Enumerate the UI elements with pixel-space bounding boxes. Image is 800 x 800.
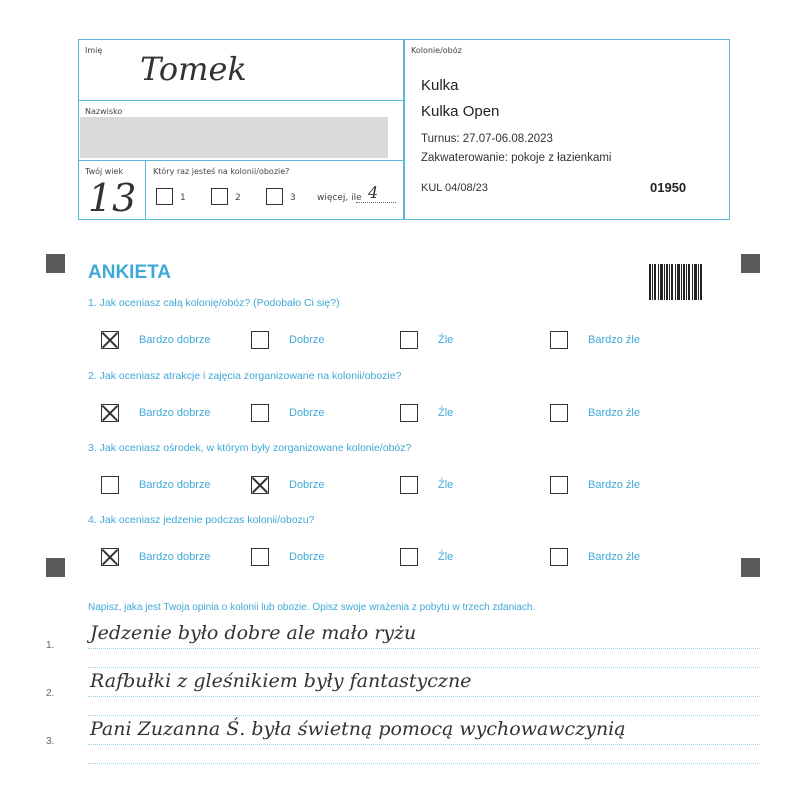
question-3-option-4-label: Bardzo źle [588, 479, 640, 491]
name-value[interactable]: Tomek [140, 50, 247, 88]
age-value[interactable]: 13 [88, 176, 137, 220]
surname-redaction [80, 117, 388, 158]
turnus: Turnus: 27.07-06.08.2023 [421, 133, 553, 145]
times-option-3: 3 [290, 193, 296, 203]
surname-label: Nazwisko [85, 107, 123, 116]
opinion-dotted-line [88, 744, 760, 745]
opinion-dotted-line [88, 648, 760, 649]
question-4-checkbox-4[interactable] [550, 548, 568, 566]
question-3-option-1-label: Bardzo dobrze [139, 479, 211, 491]
divider [145, 160, 146, 220]
times-checkbox-3[interactable] [266, 188, 283, 205]
question-1-checkbox-3[interactable] [400, 331, 418, 349]
opinion-dotted-line [88, 715, 760, 716]
question-4-checkbox-2[interactable] [251, 548, 269, 566]
question-1-option-1-label: Bardzo dobrze [139, 334, 211, 346]
accommodation: Zakwaterowanie: pokoje z łazienkami [421, 152, 612, 164]
times-checkbox-2[interactable] [211, 188, 228, 205]
opinion-dotted-line [88, 696, 760, 697]
registration-mark [46, 558, 65, 577]
question-2-option-3-label: Źle [438, 407, 454, 419]
opinion-dotted-line [88, 667, 760, 668]
opinion-prompt: Napisz, jaka jest Twoja opinia o kolonii lub obozie. Opisz swoje wrażenia z pobytu w trzech zdaniach. [88, 602, 536, 613]
name-label: Imię [85, 46, 103, 55]
times-option-1: 1 [180, 193, 186, 203]
form-number: 01950 [650, 180, 687, 195]
question-3-checkbox-3[interactable] [400, 476, 418, 494]
question-1-option-3-label: Źle [438, 334, 454, 346]
question-1-option-4-label: Bardzo źle [588, 334, 640, 346]
question-2-text: 2. Jak oceniasz atrakcje i zajęcia zorganizowane na kolonii/obozie? [88, 370, 402, 382]
divider [78, 100, 404, 101]
opinion-line-2-text[interactable]: Rafbułki z gleśnikiem były fantastyczne [90, 670, 472, 692]
question-3-checkbox-4[interactable] [550, 476, 568, 494]
survey-title: ANKIETA [88, 262, 172, 283]
times-more-label: więcej, ile [317, 193, 362, 203]
opinion-line-2-number: 2. [46, 688, 55, 699]
camp-subname: Kulka Open [421, 103, 500, 120]
question-3-option-3-label: Źle [438, 479, 454, 491]
opinion-dotted-line [88, 763, 760, 764]
question-2-checkbox-4[interactable] [550, 404, 568, 422]
question-2-checkbox-3[interactable] [400, 404, 418, 422]
times-more-value[interactable]: 4 [368, 183, 379, 202]
question-4-option-1-label: Bardzo dobrze [139, 551, 211, 563]
question-2-checkbox-1[interactable] [101, 404, 119, 422]
opinion-line-3-number: 3. [46, 736, 55, 747]
camp-name: Kulka [421, 77, 459, 94]
question-2-option-1-label: Bardzo dobrze [139, 407, 211, 419]
opinion-line-3-text[interactable]: Pani Zuzanna Ś. była świetną pomocą wychowawczynią [90, 718, 626, 740]
opinion-line-1-number: 1. [46, 640, 55, 651]
question-3-checkbox-2[interactable] [251, 476, 269, 494]
question-1-checkbox-2[interactable] [251, 331, 269, 349]
age-label: Twój wiek [85, 167, 124, 176]
barcode [649, 264, 703, 300]
question-1-checkbox-4[interactable] [550, 331, 568, 349]
question-3-text: 3. Jak oceniasz ośrodek, w którym były zorganizowane kolonie/obóz? [88, 442, 412, 454]
times-more-line [356, 202, 396, 203]
question-4-text: 4. Jak oceniasz jedzenie podczas kolonii/obozu? [88, 514, 315, 526]
registration-mark [741, 254, 760, 273]
question-1-option-2-label: Dobrze [289, 334, 325, 346]
question-4-option-3-label: Źle [438, 551, 454, 563]
question-4-option-4-label: Bardzo źle [588, 551, 640, 563]
question-3-option-2-label: Dobrze [289, 479, 325, 491]
question-3-checkbox-1[interactable] [101, 476, 119, 494]
question-1-text: 1. Jak oceniasz całą kolonię/obóz? (Podobało Ci się?) [88, 297, 340, 309]
times-checkbox-1[interactable] [156, 188, 173, 205]
divider [78, 160, 404, 161]
registration-mark [46, 254, 65, 273]
question-2-checkbox-2[interactable] [251, 404, 269, 422]
times-option-2: 2 [235, 193, 241, 203]
question-2-option-4-label: Bardzo źle [588, 407, 640, 419]
question-4-checkbox-1[interactable] [101, 548, 119, 566]
camp-code: KUL 04/08/23 [421, 182, 488, 194]
registration-mark [741, 558, 760, 577]
question-2-option-2-label: Dobrze [289, 407, 325, 419]
question-1-checkbox-1[interactable] [101, 331, 119, 349]
opinion-line-1-text[interactable]: Jedzenie było dobre ale mało ryżu [90, 622, 417, 644]
question-4-option-2-label: Dobrze [289, 551, 325, 563]
times-label: Który raz jesteś na kolonii/obozie? [153, 167, 290, 176]
question-4-checkbox-3[interactable] [400, 548, 418, 566]
camp-label: Kolonie/obóz [411, 46, 462, 55]
